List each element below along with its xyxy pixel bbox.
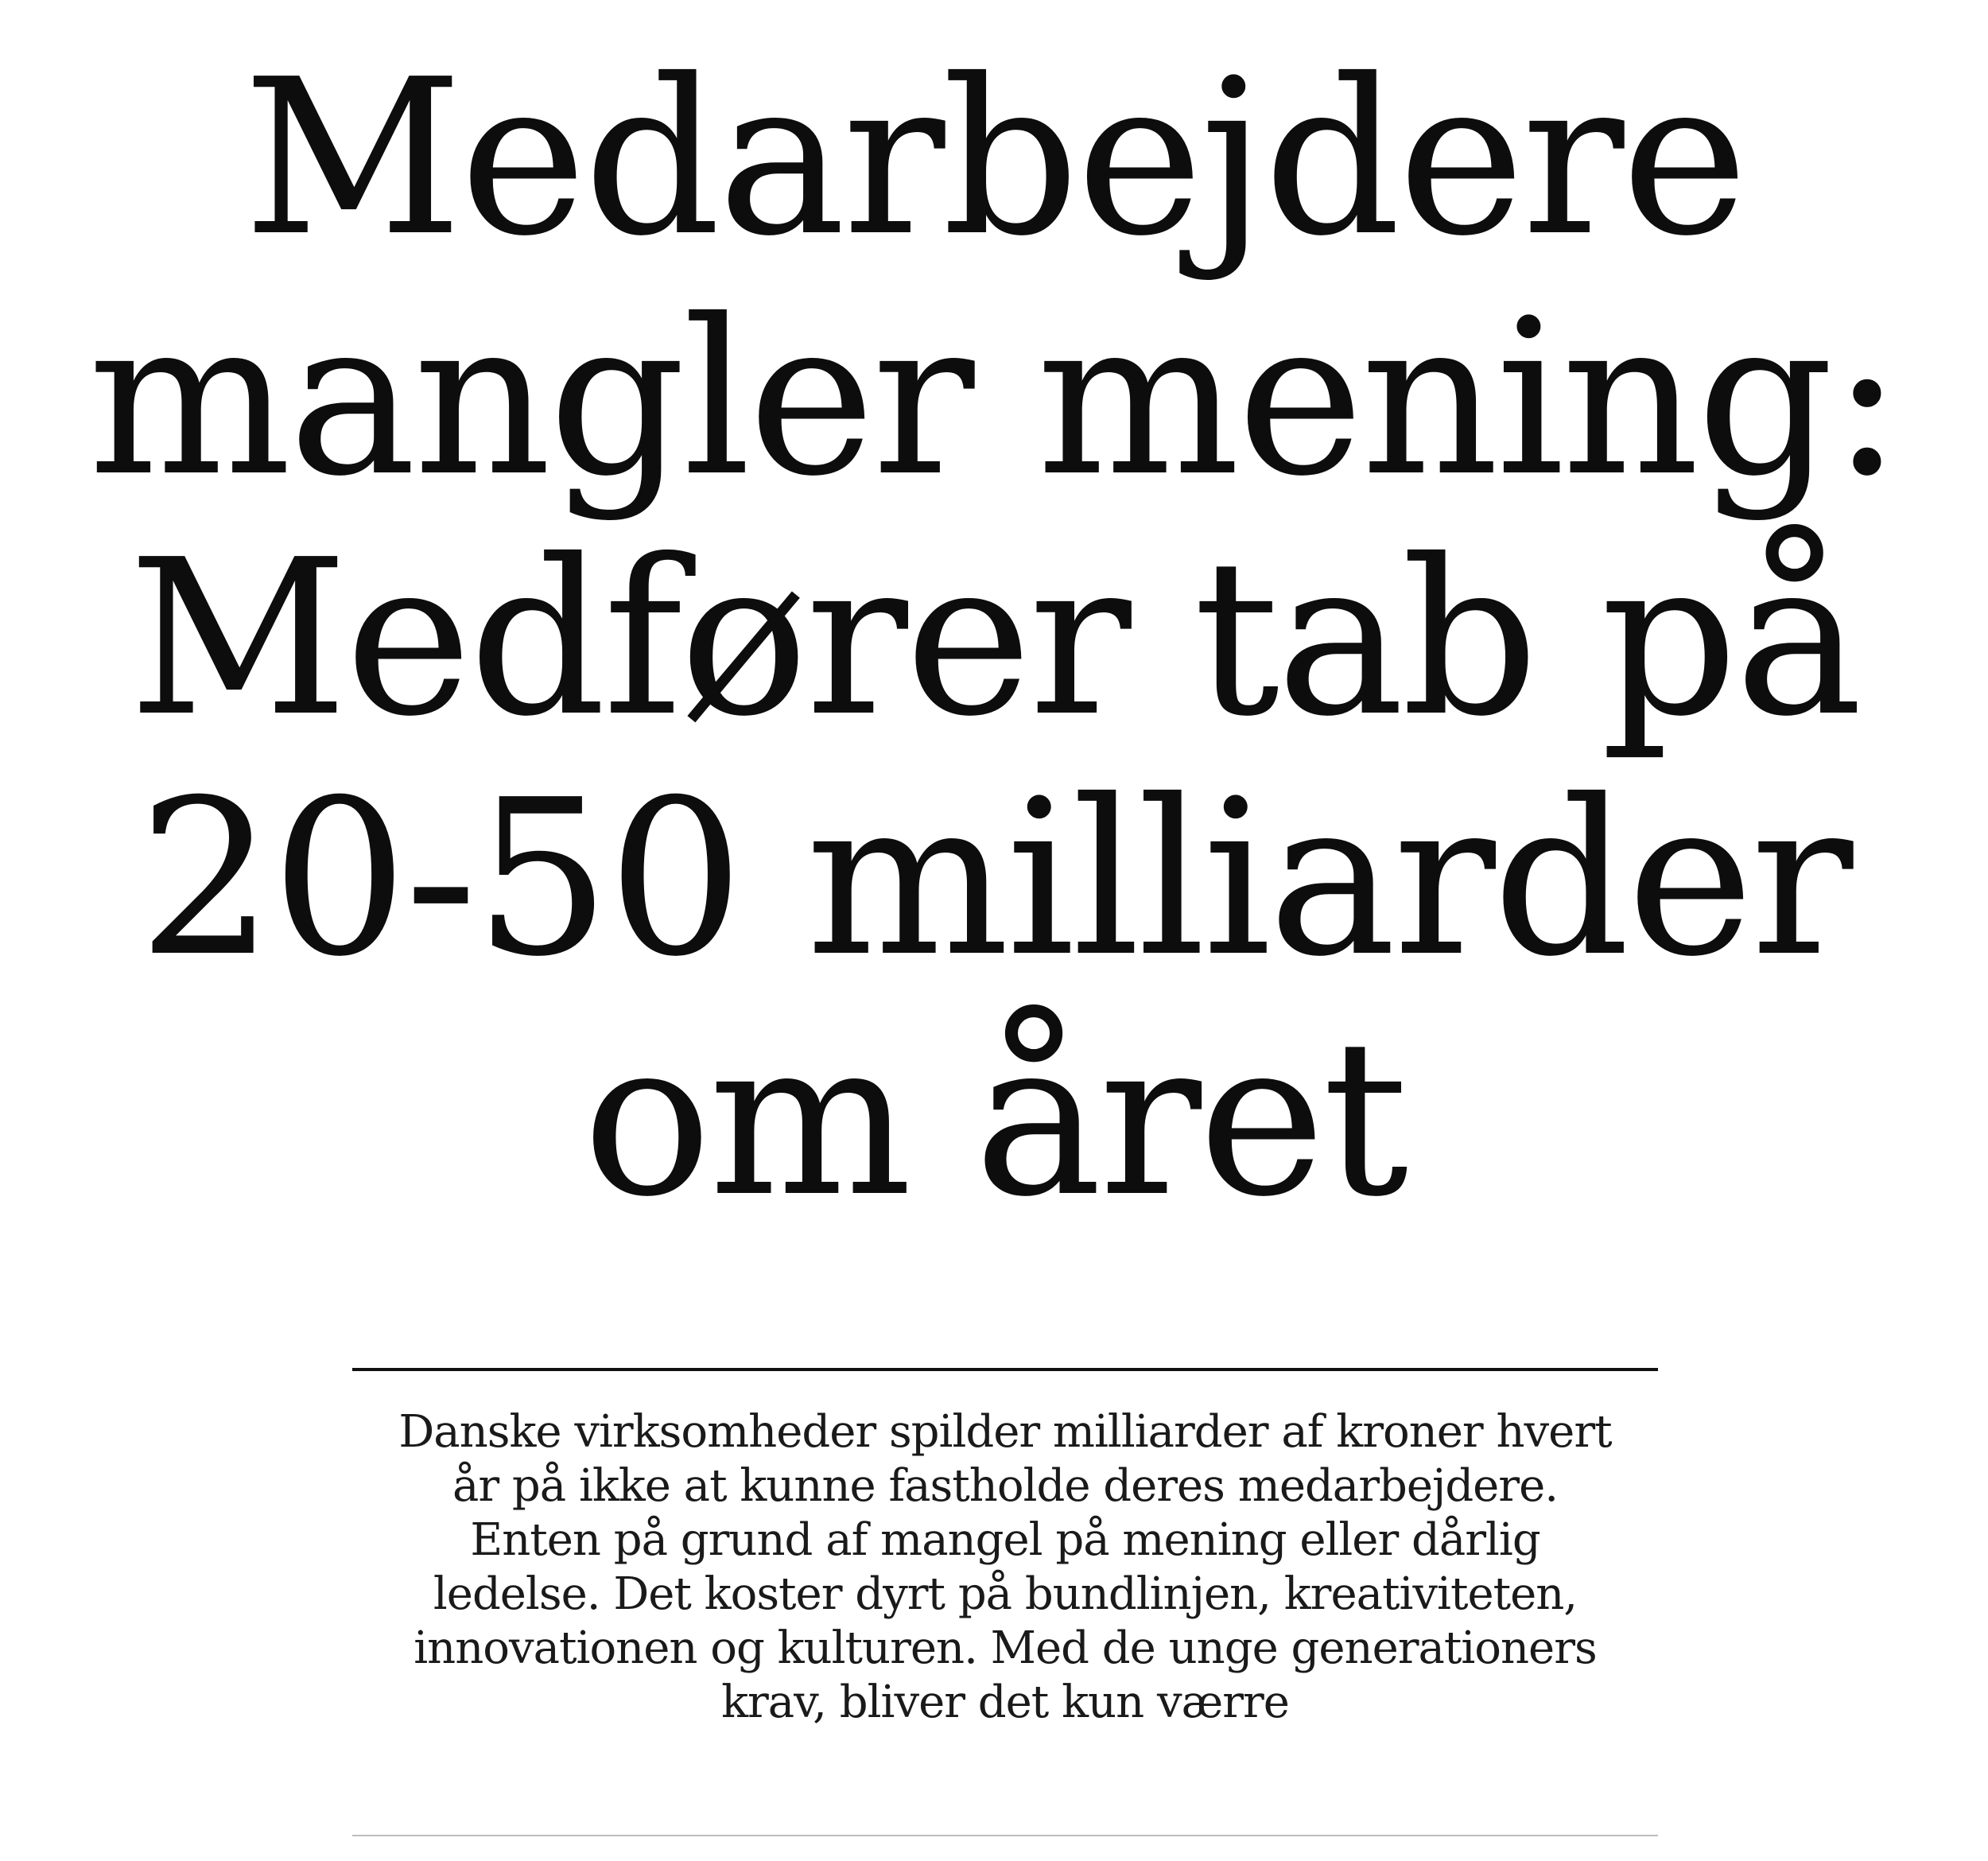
lede-bottom-divider xyxy=(352,1835,1658,1836)
lede-line: år på ikke at kunne fastholde deres medarbejdere. xyxy=(452,1460,1559,1512)
article-lede xyxy=(350,1405,1660,1730)
lede-line: krav, bliver det kun værre xyxy=(721,1676,1289,1728)
lede-line: ledelse. Det koster dyrt på bundlinjen, kreativiteten, xyxy=(433,1568,1578,1620)
headline-line: 20-50 milliarder xyxy=(138,753,1850,1004)
headline-line: mangler mening: xyxy=(87,273,1901,523)
lede-top-divider xyxy=(352,1368,1658,1371)
article-headline xyxy=(32,33,1956,1244)
lede-line: Enten på grund af mangel på mening eller dårlig xyxy=(470,1514,1540,1566)
headline-line: Medfører tab på xyxy=(128,513,1860,763)
headline-line: om året xyxy=(582,993,1406,1244)
headline-line: Medarbejdere xyxy=(243,33,1745,283)
lede-line: innovationen og kulturen. Med de unge generationers xyxy=(414,1622,1597,1674)
lede-line: Danske virksomheder spilder milliarder af kroner hvert xyxy=(398,1406,1612,1458)
